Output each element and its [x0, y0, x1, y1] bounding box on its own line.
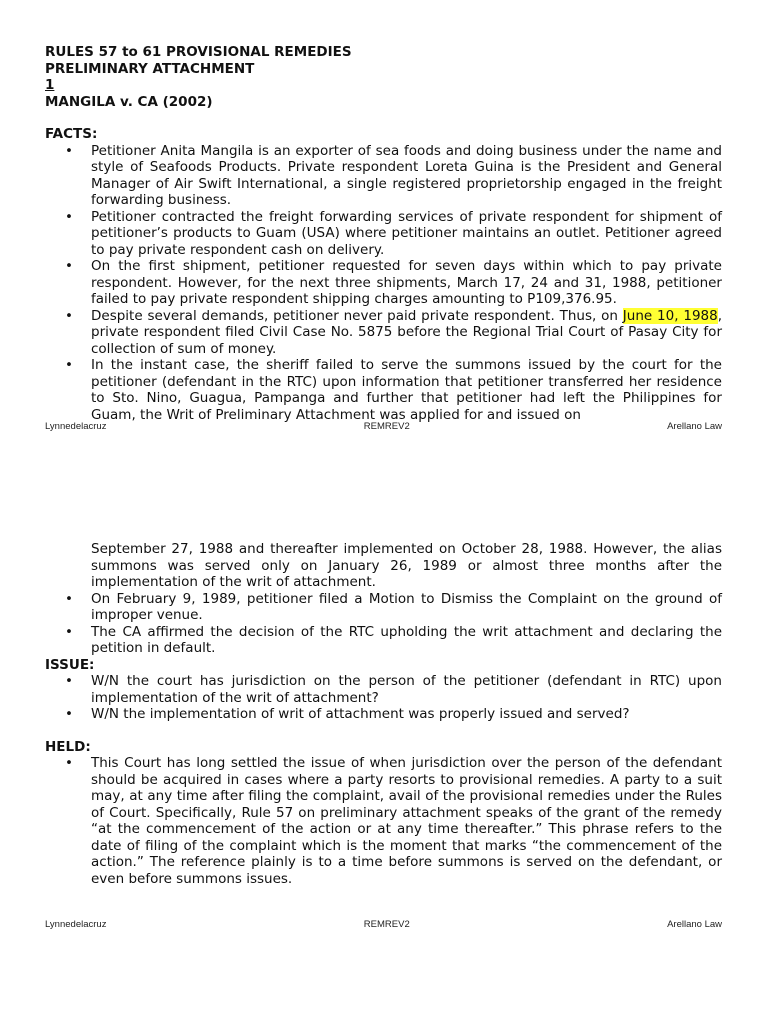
list-item: • W/N the court has jurisdiction on the person of the petitioner (defendant in RTC) upon implementation of the writ of attachment?	[65, 673, 722, 706]
case-number: 1	[45, 77, 55, 93]
list-item-continuation: September 27, 1988 and thereafter implemented on October 28, 1988. However, the alias summons was served only on January 26, 1989 or almost three months after the implementation of the writ of attachment.	[91, 541, 722, 590]
footer-author: Lynnedelacruz	[45, 919, 107, 930]
list-item: • This Court has long settled the issue of when jurisdiction over the person of the defendant should be acquired in cases where a party resorts to provisional remedies. A party to a suit may, at any time after filing the complaint, avail of the provisional remedies under the Rules of Court. Specifically, Rule 57 on preliminary attachment speaks of the grant of the remedy “at the commencement of the action or at any time thereafter.” This phrase refers to the date of filing of the complaint which is the moment that marks “the commencement of the action.” The reference plainly is to a time before summons is served on the defendant, or even before summons issues.	[65, 755, 722, 887]
bullet-icon: •	[65, 706, 73, 722]
list-item: • Petitioner Anita Mangila is an exporter of sea foods and doing business under the name and style of Seafoods Products. Private respondent Loreta Guina is the President and General Manager of Air Swift International, a single registered proprietorship engaged in the freight forwarding business.	[65, 142, 722, 208]
list-item: • On February 9, 1989, petitioner filed a Motion to Dismiss the Complaint on the ground of improper venue.	[65, 590, 722, 623]
held-heading: HELD:	[45, 738, 91, 755]
bullet-icon: •	[65, 307, 73, 324]
list-item: • On the first shipment, petitioner requested for seven days within which to pay private respondent. However, for the next three shipments, March 17, 24 and 31, 1988, petitioner failed to pay private respondent shipping charges amounting to P109,376.95.	[65, 258, 722, 307]
held-list	[45, 755, 722, 887]
footer-school: Arellano Law	[667, 919, 722, 930]
list-item: • In the instant case, the sheriff failed to serve the summons issued by the court for the petitioner (defendant in the RTC) upon information that petitioner transferred her residence to Sto. Nino, Guagua, Pampanga and further that petitioner had left the Philippines for Guam, the Writ of Preliminary Attachment was applied for and issued on	[65, 357, 722, 423]
bullet-icon: •	[65, 142, 73, 159]
page-footer	[45, 919, 722, 930]
footer-course: REMREV2	[363, 919, 410, 930]
issue-heading: ISSUE:	[45, 656, 95, 673]
bullet-icon: •	[65, 673, 73, 689]
highlighted-date: June 10, 1988	[622, 307, 718, 324]
bullet-icon: •	[65, 623, 73, 640]
list-item: • The CA affirmed the decision of the RTC upholding the writ attachment and declaring the petition in default.	[65, 623, 722, 656]
doc-subtitle: PRELIMINARY ATTACHMENT	[45, 60, 255, 77]
bullet-icon: •	[65, 208, 73, 225]
doc-title: RULES 57 to 61 PROVISIONAL REMEDIES	[45, 44, 352, 60]
page-1	[0, 0, 768, 440]
footer-school: Arellano Law	[667, 421, 722, 432]
page-2-content	[45, 541, 722, 887]
list-item: • W/N the implementation of writ of attachment was properly issued and served?	[65, 706, 630, 722]
bullet-icon: •	[65, 590, 73, 607]
footer-course: REMREV2	[363, 421, 410, 432]
issue-list	[45, 673, 722, 723]
facts-list	[45, 143, 722, 424]
case-title: MANGILA v. CA (2002)	[45, 93, 213, 110]
facts-heading: FACTS:	[45, 126, 98, 142]
bullet-icon: •	[65, 755, 73, 771]
list-item: • Petitioner contracted the freight forwarding services of private respondent for shipment of petitioner’s products to Guam (USA) where petitioner maintains an outlet. Petitioner agreed to pay private respondent cash on delivery.	[65, 208, 722, 258]
page-1-content	[45, 44, 722, 423]
bullet-icon: •	[65, 357, 73, 373]
footer-author: Lynnedelacruz	[45, 421, 107, 432]
bullet-icon: •	[65, 258, 73, 274]
list-item: • Despite several demands, petitioner never paid private respondent. Thus, on June 10, 1988, private respondent filed Civil Case No. 5875 before the Regional Trial Court of Pasay City for collection of sum of money.	[65, 307, 723, 357]
page-footer	[45, 421, 722, 432]
page-2	[0, 440, 768, 1024]
facts-list-continued	[45, 591, 722, 657]
